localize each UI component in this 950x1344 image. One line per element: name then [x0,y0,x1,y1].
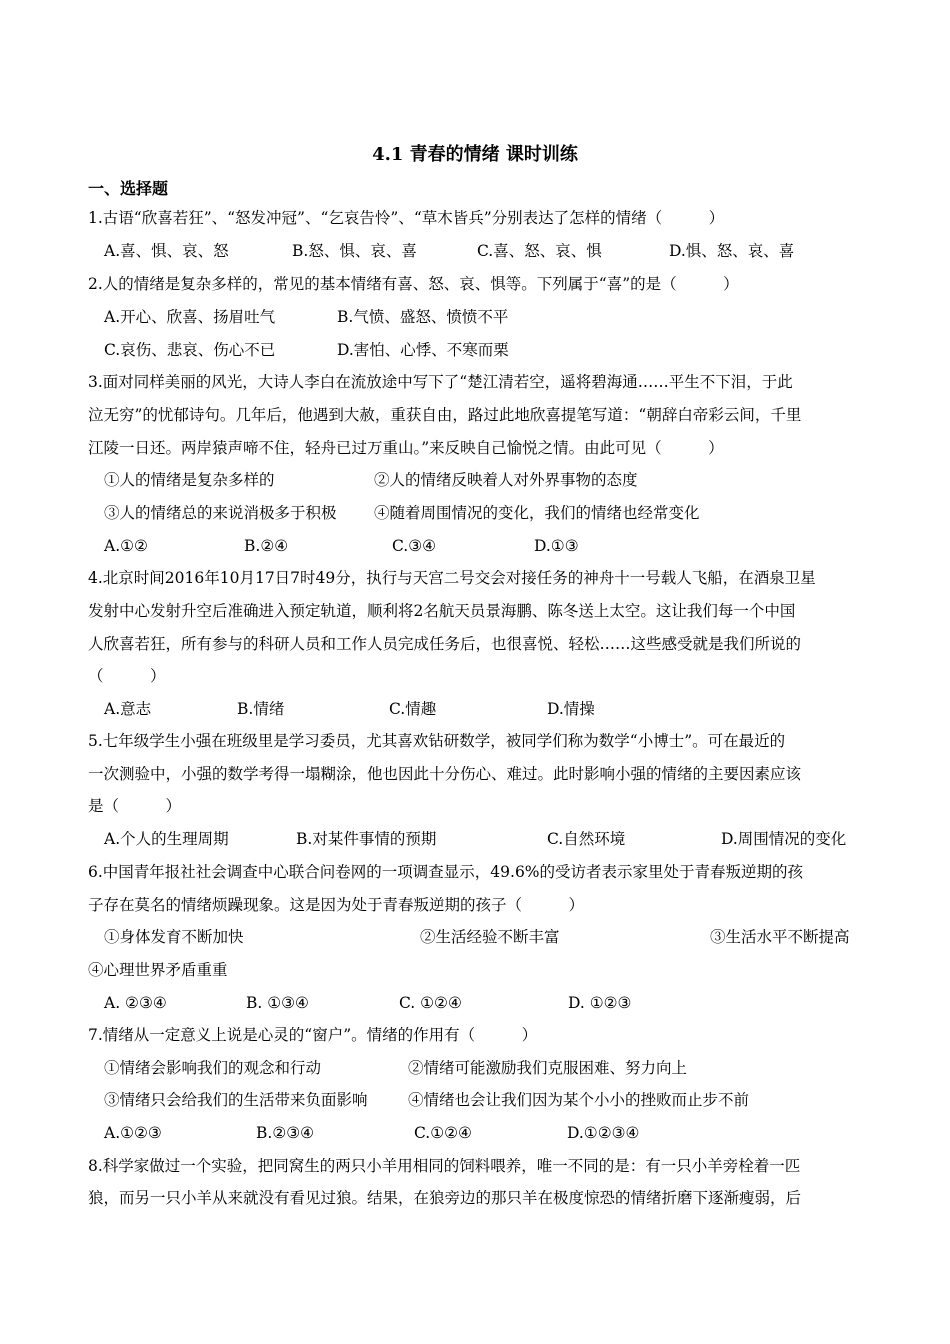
option-d: D. ①②③ [568,994,632,1012]
question-8-stem-line2: 狼，而另一只小羊从来就没有看见过狼。结果，在狼旁边的那只羊在极度惊恐的情绪折磨下逐渐瘦弱，后 [88,1189,802,1207]
statement-3: ③生活水平不断提高 [710,928,850,946]
question-3-stem-line1: 3.面对同样美丽的风光，大诗人李白在流放途中写下了“楚江清若空，遥将碧海通……平生不下泪，于此 [88,373,793,391]
option-b: B.对某件事情的预期 [296,830,437,848]
question-1-stem: 1.古语“欣喜若狂”、“怒发冲冠”、“乞哀告怜”、“草木皆兵”分别表达了怎样的情绪（ ） [88,209,725,227]
question-7-stem: 7.情绪从一定意义上说是心灵的“窗户”。情绪的作用有（ ） [88,1026,538,1044]
section-heading: 一、选择题 [88,179,169,198]
option-b: B.怒、惧、哀、喜 [292,242,417,260]
option-a: A.开心、欣喜、扬眉吐气 [104,308,276,326]
option-a: A.喜、惧、哀、怒 [104,242,229,260]
statement-3: ③人的情绪总的来说消极多于积极 [104,504,337,522]
option-b: B.气愤、盛怒、愤愤不平 [337,308,509,326]
question-4-stem-line4: （ ） [88,667,166,685]
question-8-stem-line1: 8.科学家做过一个实验，把同窝生的两只小羊用相同的饲料喂养，唯一不同的是：有一只小羊旁栓着一匹 [88,1157,801,1175]
option-b: B. ①③④ [246,994,309,1012]
option-b: B.②③④ [256,1124,315,1142]
question-5-stem-line3: 是（ ） [88,797,182,815]
option-c: C.喜、怒、哀、惧 [477,242,602,260]
option-c: C.自然环境 [547,830,626,848]
option-d: D.害怕、心悸、不寒而栗 [337,341,509,359]
question-4-stem-line2: 发射中心发射升空后准确进入预定轨道，顺利将2名航天员景海鹏、陈冬送上太空。这让我们每一个中国 [88,602,796,620]
statement-2: ②生活经验不断丰富 [420,928,560,946]
statement-3: ③情绪只会给我们的生活带来负面影响 [104,1091,368,1109]
option-d: D.①③ [534,537,579,555]
question-6-item-4: ④心理世界矛盾重重 [88,961,228,979]
page-title: 4.1 青春的情绪 课时训练 [372,144,578,165]
question-4-stem-line3: 人欣喜若狂，所有参与的科研人员和工作人员完成任务后，也很喜悦、轻松……这些感受就是我们所说的 [88,635,802,653]
question-3-stem-line3: 江陵一日还。两岸猿声啼不住，轻舟已过万重山。”来反映自己愉悦之情。由此可见（ ） [88,439,724,457]
question-2-stem: 2.人的情绪是复杂多样的，常见的基本情绪有喜、怒、哀、惧等。下列属于“喜”的是（ ） [88,275,739,293]
option-c: C. ①②④ [399,994,462,1012]
statement-1: ①人的情绪是复杂多样的 [104,471,275,489]
option-c: C.哀伤、悲哀、伤心不已 [104,341,276,359]
option-a: A.①② [104,537,148,555]
option-a: A.个人的生理周期 [104,830,229,848]
statement-4: ④随着周围情况的变化，我们的情绪也经常变化 [374,504,700,522]
statement-1: ①情绪会影响我们的观念和行动 [104,1059,322,1077]
option-a: A.①②③ [104,1124,162,1142]
option-c: C.③④ [392,537,437,555]
question-3-stem-line2: 泣无穷”的忧郁诗句。几年后，他遇到大赦，重获自由，路过此地欣喜提笔写道：“朝辞白帝彩云间，千里 [88,406,802,424]
option-a: A.意志 [104,700,152,718]
question-4-stem-line1: 4.北京时间2016年10月17日7时49分，执行与天宫二号交会对接任务的神舟十一号载人飞船，在酒泉卫星 [88,569,816,587]
option-c: C.①②④ [414,1124,472,1142]
statement-4: ④情绪也会让我们因为某个小小的挫败而止步不前 [408,1091,750,1109]
option-d: D.周围情况的变化 [721,830,847,848]
option-b: B.②④ [244,537,289,555]
statement-2: ②人的情绪反映着人对外界事物的态度 [374,471,638,489]
question-5-stem-line2: 一次测验中，小强的数学考得一塌糊涂，他也因此十分伤心、难过。此时影响小强的情绪的主要因素应该 [88,765,802,783]
question-6-stem-line2: 子存在莫名的情绪烦躁现象。这是因为处于青春叛逆期的孩子（ ） [88,896,585,914]
option-b: B.情绪 [237,700,285,718]
question-5-stem-line1: 5.七年级学生小强在班级里是学习委员，尤其喜欢钻研数学，被同学们称为数学“小博士”。可在最近的 [88,732,786,750]
question-6-stem-line1: 6.中国青年报社社会调查中心联合问卷网的一项调查显示，49.6%的受访者表示家里处于青春叛逆期的孩 [88,863,804,881]
option-d: D.情操 [547,700,595,718]
statement-1: ①身体发育不断加快 [104,928,244,946]
option-a: A. ②③④ [104,994,167,1012]
option-d: D.惧、怒、哀、喜 [669,242,795,260]
statement-2: ②情绪可能激励我们克服困难、努力向上 [408,1059,688,1077]
option-d: D.①②③④ [567,1124,640,1142]
option-c: C.情趣 [389,700,437,718]
